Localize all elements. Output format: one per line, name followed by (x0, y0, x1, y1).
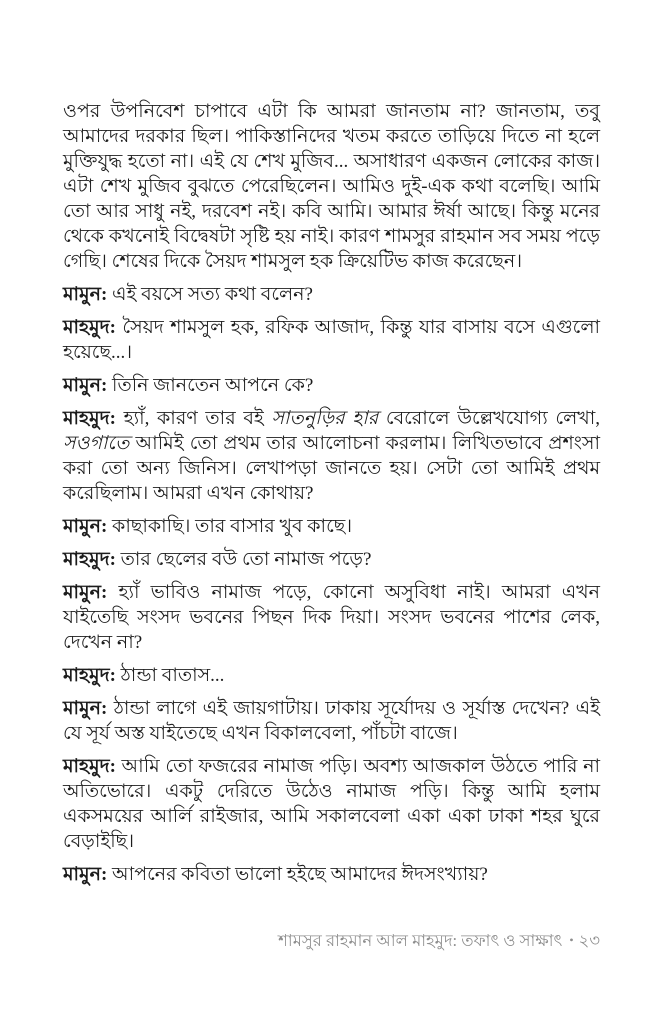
page-body (63, 99, 600, 887)
book-title-italic: সাতনুড়ির হার (271, 408, 379, 429)
speaker-name: মামুন: (63, 582, 108, 603)
dialogue-text: তার ছেলের বউ তো নামাজ পড়ে? (115, 549, 372, 570)
dialogue-paragraph (63, 373, 600, 398)
dialogue-text: সৈয়দ শামসুল হক, রফিক আজাদ, কিন্তু যার বাসায় বসে এগুলো হয়েছে...। (63, 317, 600, 363)
dialogue-text: আমিই তো প্রথম তার আলোচনা করলাম। লিখিতভাবে প্রশংসা করা তো অন্য জিনিস। লেখাপড়া জানতে হয়। সেটা তো আমিই প্রথম করেছিলাম। আমরা এখন কোথায়? (63, 433, 600, 504)
dialogue-paragraph (63, 580, 600, 655)
dialogue-text: হ্যাঁ ভাবিও নামাজ পড়ে, কোনো অসুবিধা নাই। আমরা এখন যাইতেছি সংসদ ভবনের পিছন দিক দিয়া। সংসদ ভবনের পাশের লেক, দেখেন না? (63, 582, 600, 653)
opening-paragraph: ওপর উপনিবেশ চাপাবে এটা কি আমরা জানতাম না? জানতাম, তবু আমাদের দরকার ছিল। পাকিস্তানিদের খতম করতে তাড়িয়ে দিতে না হলে মুক্তিযুদ্ধ হতো না। এই যে শেখ মুজিব... অসাধারণ একজন লোকের কাজ। এটা শেখ মুজিব বুঝতে পেরেছিলেন। আমিও দুই-এক কথা বলেছি। আমি তো আর সাধু নই, দরবেশ নই। কবি আমি। আমার ঈর্ষা আছে। কিন্তু মনের থেকে কখনোই বিদ্বেষটা সৃষ্টি হয় নাই। কারণ শামসুর রাহমান সব সময় পড়ে গেছি। শেষের দিকে সৈয়দ শামসুল হক ক্রিয়েটিভ কাজ করেছেন। (63, 101, 600, 272)
dialogue-paragraph (63, 282, 600, 307)
page-footer (278, 929, 600, 952)
book-title-italic: সওগাতে (63, 433, 130, 454)
dialogue-paragraph (63, 663, 600, 688)
dialogue-text: আমি তো ফজরের নামাজ পড়ি। অবশ্য আজকাল উঠতে পারি না অতিভোরে। একটু দেরিতে উঠেও নামাজ পড়ি। কিন্তু আমি হলাম একসময়ের আর্লি রাইজার, আমি সকালবেলা একা একা ঢাকা শহর ঘুরে বেড়াইছি। (63, 756, 600, 852)
dialogue-paragraph (63, 315, 600, 365)
dialogue-paragraph (63, 862, 600, 887)
dialogue-paragraph (63, 696, 600, 746)
dialogue-text: আপনের কবিতা ভালো হইছে আমাদের ঈদসংখ্যায়? (107, 864, 488, 885)
dialogue-text: এই বয়সে সত্য কথা বলেন? (107, 284, 313, 305)
speaker-name: মাহমুদ: (63, 756, 116, 777)
dialogue-text: ঠান্ডা লাগে এই জায়গাটায়। ঢাকায় সূর্যোদয় ও সূর্যাস্ত দেখেন? এই যে সূর্য অস্ত যাইতেছে এখন বিকালবেলা, পাঁচটা বাজে। (63, 698, 600, 744)
speaker-name: মামুন: (63, 516, 108, 537)
dialogue-paragraph (63, 514, 600, 539)
dialogue-text: কাছাকাছি। তার বাসার খুব কাছে। (107, 516, 353, 537)
speaker-name: মাহমুদ: (63, 549, 116, 570)
speaker-name: মামুন: (63, 284, 108, 305)
footer-running-title: শামসুর রাহমান আল মাহমুদ: তফাৎ ও সাক্ষাৎ (278, 931, 563, 950)
dialogue-paragraph (63, 754, 600, 854)
speaker-name: মামুন: (63, 698, 108, 719)
dialogue-paragraph (63, 406, 600, 506)
dialogue-text: হ্যাঁ, কারণ তার বই (115, 408, 272, 429)
dialogue-text: তিনি জানতেন আপনে কে? (107, 375, 314, 396)
speaker-name: মামুন: (63, 375, 108, 396)
dialogue-paragraph (63, 547, 600, 572)
dialogue-list (63, 282, 600, 887)
speaker-name: মাহমুদ: (63, 408, 116, 429)
speaker-name: মাহমুদ: (63, 317, 116, 338)
speaker-name: মাহমুদ: (63, 665, 116, 686)
dialogue-text: বেরোলে উল্লেখযোগ্য লেখা, (378, 408, 600, 429)
footer-page-number: ২৩ (578, 931, 600, 950)
footer-bullet-separator: • (569, 933, 574, 947)
speaker-name: মামুন: (63, 864, 108, 885)
dialogue-text: ঠান্ডা বাতাস... (115, 665, 225, 686)
